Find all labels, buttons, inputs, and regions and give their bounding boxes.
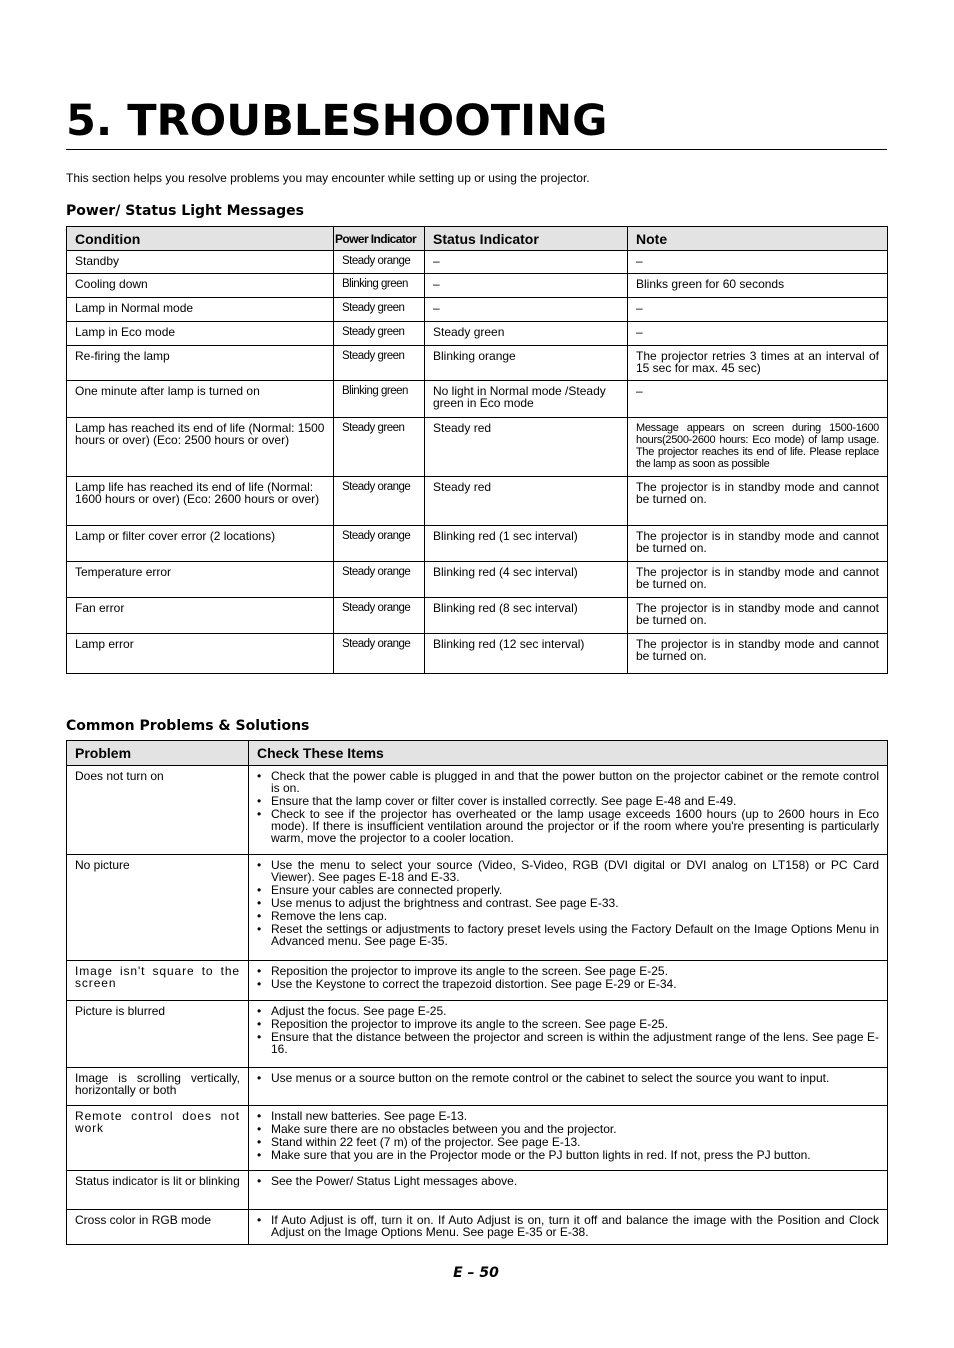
condition-cell: Lamp error xyxy=(67,634,334,674)
status-indicator-cell: – xyxy=(425,251,628,274)
power-indicator-cell: Blinking green xyxy=(334,381,425,418)
check-items-list xyxy=(257,770,879,844)
status-indicator-cell: Steady red xyxy=(425,477,628,526)
problem-row xyxy=(67,1106,888,1171)
check-items-list xyxy=(257,1072,879,1084)
power-indicator-cell: Steady orange xyxy=(334,562,425,598)
problem-header: Problem xyxy=(67,741,249,766)
problem-row xyxy=(67,961,888,1001)
note-cell: The projector retries 3 times at an interval of 15 sec for max. 45 sec) xyxy=(628,346,888,381)
problem-cell: Cross color in RGB mode xyxy=(67,1210,249,1245)
check-items-list xyxy=(257,1214,879,1238)
condition-cell: Lamp in Normal mode xyxy=(67,298,334,322)
check-item: • Reposition the projector to improve its angle to the screen. See page E-25. xyxy=(257,965,879,977)
check-items-cell xyxy=(249,1210,888,1245)
status-row xyxy=(67,322,888,346)
power-indicator-cell: Steady orange xyxy=(334,477,425,526)
problem-row xyxy=(67,1171,888,1210)
check-items-cell xyxy=(249,1106,888,1171)
problem-row xyxy=(67,855,888,961)
note-cell: – xyxy=(628,322,888,346)
power-indicator-cell: Steady green xyxy=(334,346,425,381)
status-row xyxy=(67,251,888,274)
check-item: • Use menus to adjust the brightness and contrast. See page E-33. xyxy=(257,897,879,909)
check-item: • Reposition the projector to improve its angle to the screen. See page E-25. xyxy=(257,1018,879,1030)
condition-cell: Fan error xyxy=(67,598,334,634)
check-item: • See the Power/ Status Light messages above. xyxy=(257,1175,879,1187)
check-items-cell xyxy=(249,1068,888,1106)
status-indicator-cell: – xyxy=(425,274,628,298)
note-cell: The projector is in standby mode and cannot be turned on. xyxy=(628,477,888,526)
note-cell: The projector is in standby mode and cannot be turned on. xyxy=(628,634,888,674)
problems-table xyxy=(66,740,888,1245)
condition-cell: Re-firing the lamp xyxy=(67,346,334,381)
check-item: • Adjust the focus. See page E-25. xyxy=(257,1005,879,1017)
condition-cell: Cooling down xyxy=(67,274,334,298)
status-row xyxy=(67,477,888,526)
status-row xyxy=(67,274,888,298)
intro-text: This section helps you resolve problems you may encounter while setting up or using the projector. xyxy=(66,171,590,185)
problem-row xyxy=(67,766,888,855)
check-items-cell xyxy=(249,1001,888,1068)
check-item: • If Auto Adjust is off, turn it on. If Auto Adjust is on, turn it off and balance the image with the Position and Clock Adjust on the Image Options Menu. See page E-35 or E-38. xyxy=(257,1214,879,1238)
check-item: • Ensure that the lamp cover or filter cover is installed correctly. See page E-48 and E-49. xyxy=(257,795,879,807)
status-indicator-cell: Blinking red (4 sec interval) xyxy=(425,562,628,598)
problem-cell: Image is scrolling vertically, horizontally or both xyxy=(67,1068,249,1106)
power-indicator-cell: Steady green xyxy=(334,322,425,346)
check-items-list xyxy=(257,1175,879,1187)
status-row xyxy=(67,418,888,477)
check-item: • Ensure your cables are connected properly. xyxy=(257,884,879,896)
page-number: E – 50 xyxy=(453,1265,499,1281)
note-cell: Blinks green for 60 seconds xyxy=(628,274,888,298)
power-indicator-cell: Steady orange xyxy=(334,251,425,274)
problems-table-header-row xyxy=(67,741,888,766)
check-item: • Use the menu to select your source (Video, S-Video, RGB (DVI digital or DVI analog on LT158) or PC Card Viewer). See pages E-18 and E-33. xyxy=(257,859,879,883)
check-item: • Stand within 22 feet (7 m) of the projector. See page E-13. xyxy=(257,1136,879,1148)
check-item: • Check to see if the projector has overheated or the lamp usage exceeds 1600 hours (up to 2600 hours in Eco mode). If there is insufficient ventilation around the projector or if the room where you're presenting is particularly warm, move the projector to a cooler location. xyxy=(257,808,879,844)
problem-cell: No picture xyxy=(67,855,249,961)
problem-cell: Status indicator is lit or blinking xyxy=(67,1171,249,1210)
status-indicator-cell: Steady red xyxy=(425,418,628,477)
problem-cell: Remote control does not work xyxy=(67,1106,249,1171)
check-item: • Check that the power cable is plugged in and that the power button on the projector cabinet or the remote control is on. xyxy=(257,770,879,794)
note-cell: The projector is in standby mode and cannot be turned on. xyxy=(628,598,888,634)
condition-cell: Temperature error xyxy=(67,562,334,598)
check-items-list xyxy=(257,965,879,990)
check-item: • Ensure that the distance between the projector and screen is within the adjustment range of the lens. See page E-16. xyxy=(257,1031,879,1055)
power-indicator-cell: Steady green xyxy=(334,298,425,322)
status-section-heading: Power/ Status Light Messages xyxy=(66,203,304,219)
problems-section-heading: Common Problems & Solutions xyxy=(66,718,310,734)
status-indicator-cell: Blinking red (12 sec interval) xyxy=(425,634,628,674)
condition-cell: Lamp in Eco mode xyxy=(67,322,334,346)
note-cell: The projector is in standby mode and cannot be turned on. xyxy=(628,526,888,562)
check-item: • Make sure that you are in the Projector mode or the PJ button lights in red. If not, press the PJ button. xyxy=(257,1149,879,1161)
check-items-list xyxy=(257,859,879,947)
power-indicator-cell: Steady orange xyxy=(334,526,425,562)
problem-cell: Picture is blurred xyxy=(67,1001,249,1068)
status-indicator-cell: No light in Normal mode /Steady green in Eco mode xyxy=(425,381,628,418)
status-indicator-cell: – xyxy=(425,298,628,322)
power-indicator-header: Power Indicator xyxy=(334,227,425,251)
note-cell: The projector is in standby mode and cannot be turned on. xyxy=(628,562,888,598)
power-indicator-cell: Steady green xyxy=(334,418,425,477)
check-item: • Use menus or a source button on the remote control or the cabinet to select the source you want to input. xyxy=(257,1072,879,1084)
power-indicator-cell: Blinking green xyxy=(334,274,425,298)
check-items-cell xyxy=(249,766,888,855)
status-row xyxy=(67,346,888,381)
status-indicator-cell: Steady green xyxy=(425,322,628,346)
status-table-header-row xyxy=(67,227,888,251)
condition-cell: Lamp or filter cover error (2 locations) xyxy=(67,526,334,562)
status-row xyxy=(67,298,888,322)
status-row xyxy=(67,562,888,598)
check-item: • Install new batteries. See page E-13. xyxy=(257,1110,879,1122)
check-items-cell xyxy=(249,1171,888,1210)
check-items-list xyxy=(257,1110,879,1161)
problem-row xyxy=(67,1001,888,1068)
condition-cell: Lamp life has reached its end of life (Normal: 1600 hours or over) (Eco: 2600 hours or over) xyxy=(67,477,334,526)
note-cell: – xyxy=(628,381,888,418)
condition-cell: Lamp has reached its end of life (Normal: 1500 hours or over) (Eco: 2500 hours or over) xyxy=(67,418,334,477)
check-item: • Make sure there are no obstacles between you and the projector. xyxy=(257,1123,879,1135)
note-cell: Message appears on screen during 1500-1600 hours(2500-2600 hours: Eco mode) of lamp usage. The projector reaches its end of life. Please replace the lamp as soon as possible xyxy=(628,418,888,477)
check-items-list xyxy=(257,1005,879,1055)
check-items-cell xyxy=(249,961,888,1001)
status-row xyxy=(67,381,888,418)
status-indicator-cell: Blinking red (8 sec interval) xyxy=(425,598,628,634)
condition-cell: One minute after lamp is turned on xyxy=(67,381,334,418)
check-item: • Use the Keystone to correct the trapezoid distortion. See page E-29 or E-34. xyxy=(257,978,879,990)
check-item: • Reset the settings or adjustments to factory preset levels using the Factory Default on the Image Options Menu in Advanced menu. See page E-35. xyxy=(257,923,879,947)
problem-cell: Image isn't square to the screen xyxy=(67,961,249,1001)
status-row xyxy=(67,598,888,634)
power-indicator-cell: Steady orange xyxy=(334,598,425,634)
note-cell: – xyxy=(628,251,888,274)
power-indicator-cell: Steady orange xyxy=(334,634,425,674)
check-items-cell xyxy=(249,855,888,961)
note-cell: – xyxy=(628,298,888,322)
check-items-header: Check These Items xyxy=(249,741,888,766)
status-indicator-cell: Blinking red (1 sec interval) xyxy=(425,526,628,562)
problem-row xyxy=(67,1068,888,1106)
condition-header: Condition xyxy=(67,227,334,251)
note-header: Note xyxy=(628,227,888,251)
status-row xyxy=(67,526,888,562)
problem-cell: Does not turn on xyxy=(67,766,249,855)
condition-cell: Standby xyxy=(67,251,334,274)
page-title: 5. TROUBLESHOOTING xyxy=(66,96,608,146)
status-row xyxy=(67,634,888,674)
problem-row xyxy=(67,1210,888,1245)
title-divider xyxy=(66,149,887,150)
status-light-table xyxy=(66,226,888,674)
check-item: • Remove the lens cap. xyxy=(257,910,879,922)
status-indicator-header: Status Indicator xyxy=(425,227,628,251)
status-indicator-cell: Blinking orange xyxy=(425,346,628,381)
